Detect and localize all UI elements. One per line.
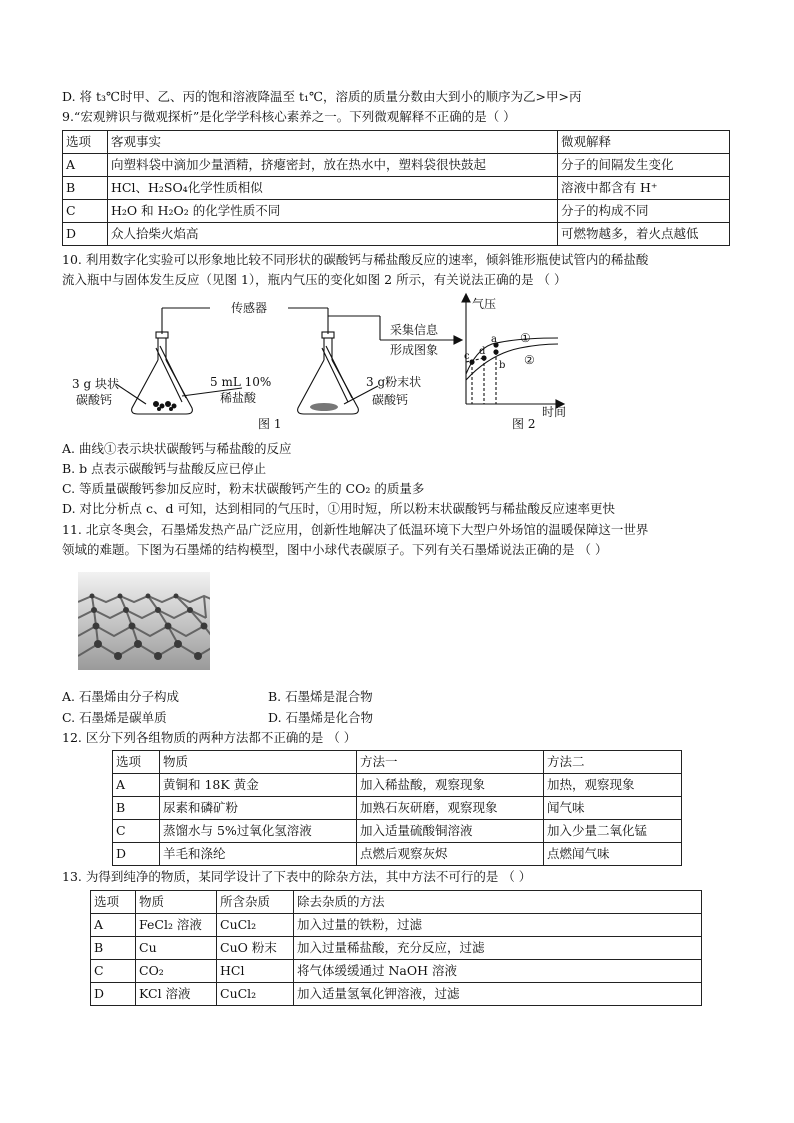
q13-table [90,890,702,1006]
table-cell: CuCl₂ [217,914,294,937]
q11-stem-line2: 领域的难题。下图为石墨烯的结构模型，图中小球代表碳原子。下列有关石墨烯说法正确的是 （ ） [62,542,608,557]
table-cell: 分子的构成不同 [558,200,730,223]
table-row [113,774,682,797]
table-header-row [91,891,702,914]
table-cell: 点燃闻气味 [544,843,682,866]
header-cell: 微观解释 [558,131,730,154]
table-row [113,820,682,843]
table-header-row [113,751,682,774]
table-row [91,914,702,937]
q11-option-d: D. 石墨烯是化合物 [268,710,374,725]
table-cell: 尿素和磷矿粉 [160,797,357,820]
table-cell: CuCl₂ [217,983,294,1006]
table-cell: 分子的间隔发生变化 [558,154,730,177]
table-cell: 黄铜和 18K 黄金 [160,774,357,797]
table-row [63,200,730,223]
header-cell: 方法二 [544,751,682,774]
q11-stem-line1: 11. 北京冬奥会，石墨烯发热产品广泛应用，创新性地解决了低温环境下大型户外场馆的温暖保障这一世界 [62,522,649,537]
table-cell: 闻气味 [544,797,682,820]
q10-figure [60,292,590,437]
table-cell: 加入稀盐酸，观察现象 [357,774,544,797]
table-cell: FeCl₂ 溶液 [136,914,217,937]
q11-option-a: A. 石墨烯由分子构成 [62,689,179,704]
table-row [91,937,702,960]
table-row [113,843,682,866]
figure2-caption: 图 2 [512,417,536,431]
graphene-model-image [78,572,210,670]
q12-stem: 12. 区分下列各组物质的两种方法都不正确的是 （ ） [62,730,357,745]
figure1-caption: 图 1 [258,417,282,431]
header-cell: 所含杂质 [217,891,294,914]
point-d-label: d [479,346,486,357]
table-cell: HCl、H₂SO₄化学性质相似 [108,177,558,200]
collect-label-2: 形成图象 [390,343,439,357]
point-c-label: c [464,351,470,362]
point-b-label: b [499,360,506,371]
q8-option-d: D. 将 t₃℃时甲、乙、丙的饱和溶液降温至 t₁℃，溶质的质量分数由大到小的顺序为乙>甲>丙 [62,89,582,104]
table-cell: 羊毛和涤纶 [160,843,357,866]
table-cell: H₂O 和 H₂O₂ 的化学性质不同 [108,200,558,223]
table-cell: 向塑料袋中滴加少量酒精，挤瘪密封，放在热水中，塑料袋很快鼓起 [108,154,558,177]
table-cell: B [113,797,160,820]
table-cell: 加入过量的铁粉，过滤 [294,914,702,937]
table-cell: 众人拾柴火焰高 [108,223,558,246]
q10-option-a: A. 曲线①表示块状碳酸钙与稀盐酸的反应 [62,441,292,456]
collect-label-1: 采集信息 [390,323,439,337]
sensor-label: 传感器 [230,301,268,315]
header-cell: 选项 [91,891,136,914]
table-cell: 加熟石灰研磨，观察现象 [357,797,544,820]
q10-stem-line2: 流入瓶中与固体发生反应（见图 1），瓶内气压的变化如图 2 所示，有关说法正确的是 （ ） [62,272,567,287]
q9-table [62,130,730,246]
table-cell: 加入过量稀盐酸，充分反应，过滤 [294,937,702,960]
table-header-row [63,131,730,154]
curve-1-label: ① [520,331,531,345]
table-cell: A [91,914,136,937]
table-cell: A [113,774,160,797]
table-cell: CO₂ [136,960,217,983]
table-cell: B [91,937,136,960]
table-cell: 将气体缓缓通过 NaOH 溶液 [294,960,702,983]
table-cell: 蒸馏水与 5%过氧化氢溶液 [160,820,357,843]
table-row [113,797,682,820]
table-cell: D [113,843,160,866]
header-cell: 选项 [63,131,108,154]
table-cell: C [91,960,136,983]
q13-stem: 13. 为得到纯净的物质，某同学设计了下表中的除杂方法，其中方法不可行的是 （ ） [62,869,532,884]
header-cell: 物质 [136,891,217,914]
table-cell: D [91,983,136,1006]
table-cell: C [113,820,160,843]
table-cell: 点燃后观察灰烬 [357,843,544,866]
header-cell: 选项 [113,751,160,774]
table-cell: A [63,154,108,177]
pressure-axis-label: 气压 [472,297,497,311]
time-axis-label: 时间 [542,405,567,419]
left-flask-label-1: 3 g 块状 [72,377,119,391]
q10-option-b: B. b 点表示碳酸钙与盐酸反应已停止 [62,461,267,476]
header-cell: 物质 [160,751,357,774]
q10-option-c: C. 等质量碳酸钙参加反应时，粉末状碳酸钙产生的 CO₂ 的质量多 [62,481,425,496]
table-cell: 溶液中都含有 H⁺ [558,177,730,200]
right-flask-label-2: 碳酸钙 [372,393,409,407]
q10-option-d: D. 对比分析点 c、d 可知，达到相同的气压时，①用时短，所以粉末状碳酸钙与稀盐酸反应速率更快 [62,501,615,516]
table-cell: CuO 粉末 [217,937,294,960]
table-row [63,177,730,200]
table-cell: 加入适量硫酸铜溶液 [357,820,544,843]
table-cell: 加入适量氢氧化钾溶液，过滤 [294,983,702,1006]
curve-2-label: ② [524,353,535,367]
table-row [63,154,730,177]
table-cell: D [63,223,108,246]
header-cell: 方法一 [357,751,544,774]
table-cell: Cu [136,937,217,960]
header-cell: 除去杂质的方法 [294,891,702,914]
q12-table [112,750,682,866]
right-flask-label-1: 3 g粉末状 [366,375,422,389]
table-cell: KCl 溶液 [136,983,217,1006]
q11-option-b: B. 石墨烯是混合物 [268,689,373,704]
left-flask-label-2: 碳酸钙 [76,393,113,407]
table-row [91,960,702,983]
acid-label-1: 5 mL 10% [210,375,272,389]
header-cell: 客观事实 [108,131,558,154]
acid-label-2: 稀盐酸 [220,391,257,405]
table-cell: C [63,200,108,223]
table-cell: B [63,177,108,200]
table-row [63,223,730,246]
q10-stem-line1: 10. 利用数字化实验可以形象地比较不同形状的碳酸钙与稀盐酸反应的速率，倾斜锥形瓶使试管内的稀盐酸 [62,252,649,267]
table-cell: 加入少量二氧化锰 [544,820,682,843]
point-a-label: a [491,334,497,345]
table-row [91,983,702,1006]
table-cell: 可燃物越多，着火点越低 [558,223,730,246]
table-cell: 加热，观察现象 [544,774,682,797]
table-cell: HCl [217,960,294,983]
q11-option-c: C. 石墨烯是碳单质 [62,710,167,725]
q9-stem: 9.“宏观辨识与微观探析”是化学学科核心素养之一。下列微观解释不正确的是（ ） [62,109,516,124]
